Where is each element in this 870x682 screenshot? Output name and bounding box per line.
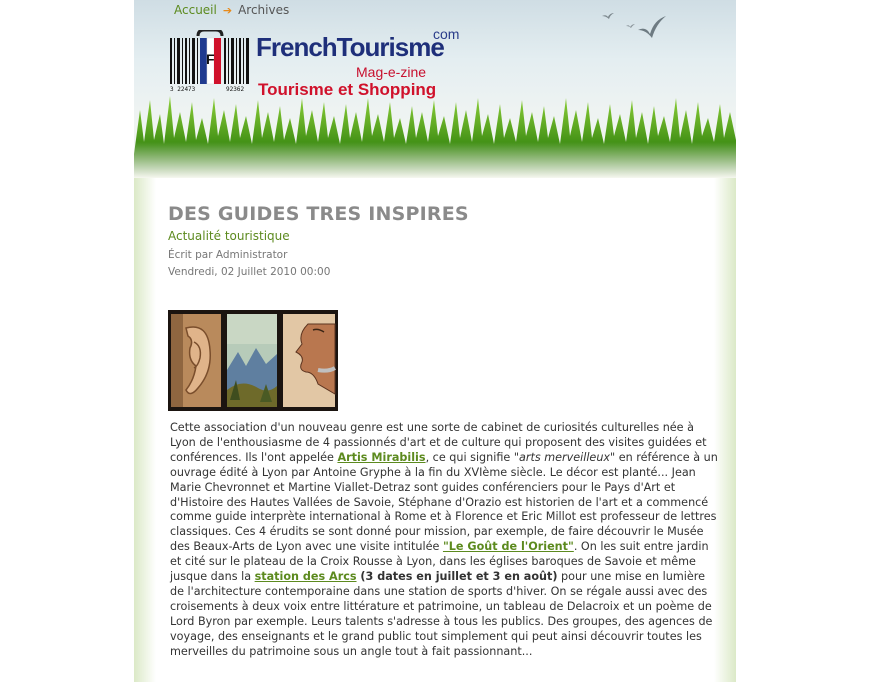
ear-painting-triptych — [171, 314, 335, 407]
bag-letter: F — [206, 51, 215, 67]
body-text-4: . On les suit entre jardin et cité sur le plateau de la Croix Rousse à Lyon, dans les églises baroques de Savoie et même jusque dans la — [170, 540, 709, 584]
site-header — [134, 0, 736, 178]
gout-orient-link[interactable]: "Le Goût de l'Orient" — [442, 540, 574, 554]
artis-mirabilis-link[interactable]: Artis Mirabilis — [337, 450, 426, 464]
article-body — [170, 421, 720, 660]
barcode-number-left: 3 22473 — [170, 86, 196, 92]
arts-merveilleux-text: arts merveilleux — [519, 450, 611, 464]
body-text-5: pour une mise en lumière de l'architecture contemporaine dans une station de sports d'hiver. On se régale aussi avec des croisements à deux voix entre littérature et patrimoine, un tableau de Delacroix et un poème de Lord Byron par exemple. Leurs talents s'adresse à tous les publics. Des groupes, des agences de voyage, des enseignants et le grand public tout simplement qui peut ainsi découvrir toutes les merveilles du patrimoine sous un angle tout à fait passionnant... — [170, 570, 713, 658]
page-wrapper — [134, 0, 736, 682]
article-title: DES GUIDES TRES INSPIRES — [168, 203, 469, 225]
breadcrumb — [174, 3, 289, 17]
breadcrumb-home-link[interactable]: Accueil — [174, 3, 217, 17]
logo-magazine: Mag-e-zine — [356, 64, 427, 80]
birds-icon — [602, 6, 672, 42]
arrow-right-icon: ➔ — [222, 4, 233, 17]
dates-text: (3 dates en juillet et 3 en août) — [356, 570, 558, 584]
grass-banner — [134, 92, 736, 178]
barcode-number-right: 92362 — [226, 86, 245, 92]
logo-tagline: Tourisme et Shopping — [258, 80, 437, 99]
article-category-link[interactable]: Actualité touristique — [168, 229, 290, 243]
barcode-bag-icon — [168, 30, 252, 92]
article-content — [134, 178, 736, 682]
station-des-arcs-link[interactable]: station des Arcs — [254, 570, 357, 584]
article-image — [168, 310, 338, 411]
body-text-3: " en référence à un ouvrage édité à Lyon par Antoine Gryphe à la fin du XVIème siècle. Le décor est planté... Jean Marie Chevronnet et Martine Viallet-Detraz sont guides conférenciers pour le Pays d'Art et d'Histoire des Hautes Vallées de Savoie, Stéphane d'Orazio est historien de l'art et a commencé comme guide interprète international à Rome et à Florence et Eric Millot est professeur de lettres classiques. Ces 4 érudits se sont donné pour mission, par exemple, de faire découvrir le Musée des Beaux-Arts de Lyon avec une visite intitulée — [170, 450, 718, 554]
body-text-1: Cette association d'un nouveau genre est une sorte de cabinet de curiosités culturelles née à Lyon de l'enthousiasme de 4 passionnés d'art et de culture qui proposent des visites guidées et conférences. Ils l'ont appelée — [170, 421, 707, 464]
site-logo[interactable] — [168, 24, 468, 104]
body-text-2: , ce qui signifie " — [425, 450, 519, 464]
logo-com: com — [433, 26, 460, 42]
article-author: Écrit par Administrator — [168, 249, 288, 261]
article-date: Vendredi, 02 Juillet 2010 00:00 — [168, 266, 331, 278]
logo-brand: FrenchTourisme — [256, 32, 444, 62]
breadcrumb-current: Archives — [238, 3, 290, 17]
